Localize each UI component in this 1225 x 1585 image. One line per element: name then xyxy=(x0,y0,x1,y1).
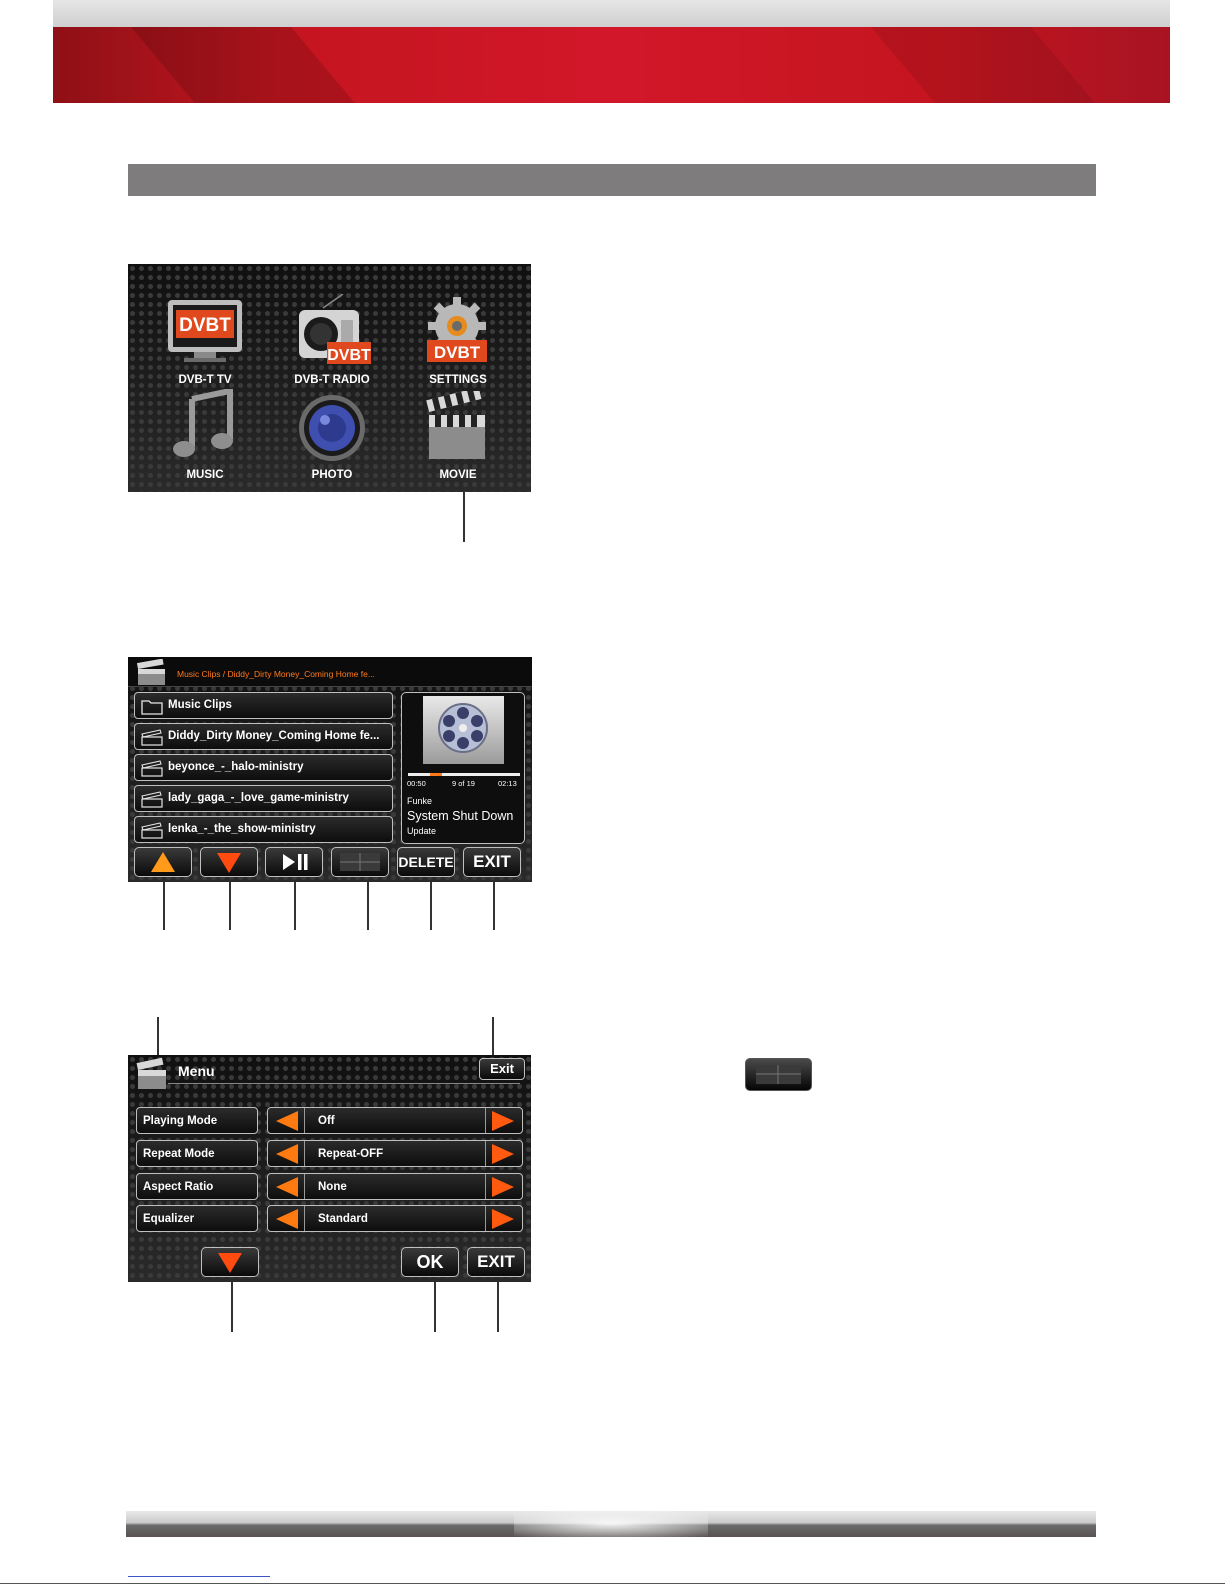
home-item-dvbt-radio[interactable] xyxy=(267,294,397,389)
menu-grid-icon xyxy=(332,848,388,876)
clapperboard-icon xyxy=(141,729,163,746)
setting-control-equalizer xyxy=(267,1205,523,1232)
film-reel-icon xyxy=(423,696,504,764)
previous-option-button[interactable] xyxy=(276,1111,298,1131)
down-arrow-icon xyxy=(201,848,257,876)
list-item-label: beyonce_-_halo-ministry xyxy=(168,761,304,773)
total-duration: 02:13 xyxy=(498,779,517,788)
menu-grid-icon xyxy=(745,1058,812,1091)
setting-control-playing-mode xyxy=(267,1107,523,1134)
list-item-label: Diddy_Dirty Money_Coming Home fe... xyxy=(168,730,380,742)
clapperboard-icon xyxy=(423,391,493,463)
footer-link-underline[interactable] xyxy=(128,1576,270,1577)
divider xyxy=(304,1141,305,1166)
divider xyxy=(485,1108,486,1133)
svg-text:DVBT: DVBT xyxy=(433,343,481,362)
callout-line xyxy=(430,882,432,930)
callout-line xyxy=(294,882,296,930)
home-item-settings[interactable] xyxy=(393,294,523,389)
callout-line xyxy=(463,492,465,542)
scroll-down-button[interactable] xyxy=(201,1247,259,1277)
divider xyxy=(485,1206,486,1231)
list-item[interactable] xyxy=(134,785,393,812)
setting-value: None xyxy=(318,1181,347,1193)
callout-line xyxy=(434,1282,436,1332)
clapperboard-icon xyxy=(141,791,163,808)
music-note-icon xyxy=(170,389,240,461)
setting-control-aspect-ratio xyxy=(267,1173,523,1200)
tv-icon xyxy=(164,296,246,368)
current-path: Music Clips / Diddy_Dirty Money_Coming Home fe... xyxy=(177,669,375,679)
header-grey-band xyxy=(53,0,1170,27)
home-item-label: DVB-T TV xyxy=(178,374,232,386)
progress-fill xyxy=(430,773,441,776)
divider xyxy=(485,1174,486,1199)
next-option-button[interactable] xyxy=(492,1177,514,1197)
play-pause-button[interactable] xyxy=(265,847,323,877)
progress-bar[interactable] xyxy=(408,773,520,776)
movie-file-list-screen xyxy=(128,657,532,882)
previous-option-button[interactable] xyxy=(276,1177,298,1197)
preview-thumbnail xyxy=(423,696,504,764)
track-title: System Shut Down xyxy=(407,809,514,823)
folder-icon xyxy=(141,698,163,715)
home-item-label: DVB-T RADIO xyxy=(294,374,370,386)
exit-menu-button[interactable]: Exit xyxy=(479,1058,525,1080)
ok-button[interactable]: OK xyxy=(401,1247,459,1277)
header-red-banner xyxy=(53,27,1170,103)
divider xyxy=(168,1083,520,1084)
play-pause-icon xyxy=(266,848,322,876)
menu-button[interactable] xyxy=(331,847,389,877)
home-item-movie[interactable] xyxy=(393,389,523,479)
list-item-label: Music Clips xyxy=(168,699,232,711)
callout-line xyxy=(497,1282,499,1332)
svg-text:DVBT: DVBT xyxy=(327,347,371,364)
next-option-button[interactable] xyxy=(492,1209,514,1229)
setting-label-repeat-mode: Repeat Mode xyxy=(136,1140,258,1167)
up-arrow-icon xyxy=(135,848,191,876)
callout-line xyxy=(157,1017,159,1055)
scroll-down-button[interactable] xyxy=(200,847,258,877)
next-option-button[interactable] xyxy=(492,1111,514,1131)
callout-line xyxy=(492,1017,494,1057)
artist-name: Funke xyxy=(407,796,433,806)
elapsed-time: 00:50 xyxy=(407,779,426,788)
clapperboard-icon xyxy=(141,822,163,839)
divider xyxy=(304,1174,305,1199)
setting-value: Repeat-OFF xyxy=(318,1148,384,1160)
divider xyxy=(485,1141,486,1166)
page-bottom-rule xyxy=(0,1583,1225,1584)
album-name: Update xyxy=(407,826,437,836)
callout-line xyxy=(367,882,369,930)
setting-label-playing-mode: Playing Mode xyxy=(136,1107,258,1134)
callout-line xyxy=(163,882,165,930)
home-item-label: SETTINGS xyxy=(429,374,487,386)
clapperboard-icon xyxy=(141,760,163,777)
home-item-label: MOVIE xyxy=(439,469,477,481)
callout-line xyxy=(493,882,495,930)
home-item-label: MUSIC xyxy=(186,469,224,481)
preview-panel xyxy=(401,692,525,844)
list-item[interactable] xyxy=(134,723,393,750)
photo-lens-icon xyxy=(297,393,367,463)
list-item-label: lenka_-_the_show-ministry xyxy=(168,823,316,835)
next-option-button[interactable] xyxy=(492,1144,514,1164)
home-item-photo[interactable] xyxy=(267,389,397,479)
list-header xyxy=(128,657,532,687)
down-arrow-icon xyxy=(202,1248,258,1276)
home-item-label: PHOTO xyxy=(311,469,353,481)
setting-control-repeat-mode xyxy=(267,1140,523,1167)
list-item-label: lady_gaga_-_love_game-ministry xyxy=(168,792,349,804)
list-item[interactable] xyxy=(134,692,393,719)
movie-settings-menu-screen xyxy=(128,1055,531,1282)
home-item-dvbt-tv[interactable] xyxy=(140,294,270,389)
divider xyxy=(304,1108,305,1133)
footer-bar xyxy=(126,1511,1096,1537)
home-item-music[interactable] xyxy=(140,389,270,479)
settings-gear-icon xyxy=(417,296,499,368)
previous-option-button[interactable] xyxy=(276,1209,298,1229)
setting-value: Standard xyxy=(318,1213,368,1225)
exit-button[interactable]: EXIT xyxy=(463,847,521,877)
callout-line xyxy=(229,882,231,930)
divider xyxy=(304,1206,305,1231)
previous-option-button[interactable] xyxy=(276,1144,298,1164)
callout-line xyxy=(231,1282,233,1332)
exit-button[interactable]: EXIT xyxy=(467,1247,525,1277)
setting-value: Off xyxy=(318,1115,335,1127)
scroll-up-button[interactable] xyxy=(134,847,192,877)
delete-button[interactable]: DELETE xyxy=(397,847,455,877)
svg-text:DVBT: DVBT xyxy=(179,315,231,336)
section-heading-bar xyxy=(128,164,1096,196)
clapperboard-icon xyxy=(136,1057,170,1091)
setting-label-equalizer: Equalizer xyxy=(136,1205,258,1232)
home-menu-screen xyxy=(128,264,531,492)
clapperboard-icon xyxy=(136,659,168,686)
radio-icon xyxy=(291,294,373,370)
menu-title: Menu xyxy=(178,1063,215,1079)
list-item[interactable] xyxy=(134,754,393,781)
setting-label-aspect-ratio: Aspect Ratio xyxy=(136,1173,258,1200)
track-position: 9 of 19 xyxy=(452,779,475,788)
list-item[interactable] xyxy=(134,816,393,843)
